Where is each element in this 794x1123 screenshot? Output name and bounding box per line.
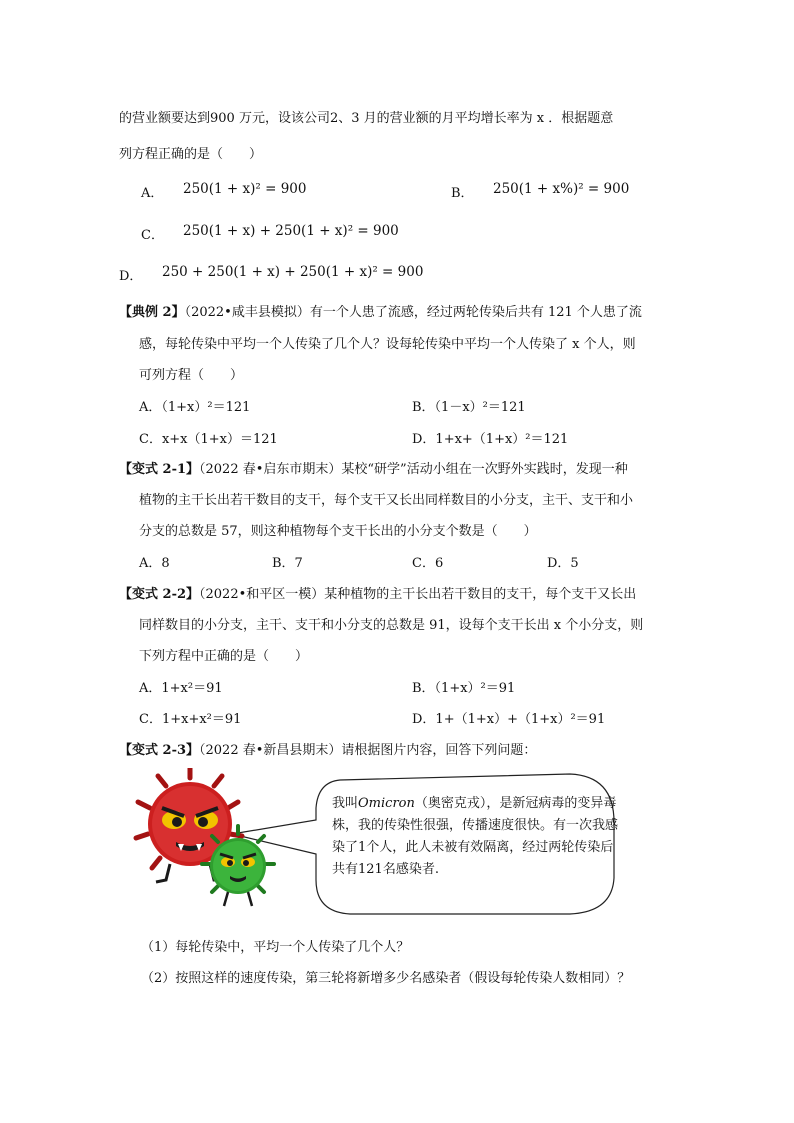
omicron-name: Omicron bbox=[358, 796, 415, 811]
example2-option-d: D．1+x+（1+x）²＝121 bbox=[412, 432, 569, 447]
variant21-option-a: A．8 bbox=[139, 556, 170, 571]
prev-option-d: 250 + 250(1 + x) + 250(1 + x)² = 900 bbox=[162, 264, 424, 280]
example2-line1: 【典例 2】（2022•咸丰县模拟）有一个人患了流感，经过两轮传染后共有 121 个人患了流 bbox=[119, 305, 642, 320]
green-virus-icon bbox=[202, 826, 274, 906]
variant22-option-c: C．1+x+x²＝91 bbox=[139, 712, 242, 727]
example2-line2: 感，每轮传染中平均一个人传染了几个人？设每轮传染中平均一个人传染了 x 个人，则 bbox=[139, 337, 636, 352]
variant21-line1: 【变式 2-1】（2022 春•启东市期末）某校“研学”活动小组在一次野外实践时，发现一种 bbox=[119, 462, 628, 477]
variant23-tag: 【变式 2-3】 bbox=[119, 743, 200, 758]
variant22-option-b: B．（1+x）²＝91 bbox=[412, 681, 516, 696]
variant22-line1: 【变式 2-2】（2022•和平区一模）某种植物的主干长出若干数目的支干，每个支干又长出 bbox=[119, 587, 637, 602]
variant22-option-d: D．1+（1+x）+（1+x）²＝91 bbox=[412, 712, 606, 727]
variant21-option-b: B．7 bbox=[272, 556, 303, 571]
prev-option-c-label: C． bbox=[141, 228, 164, 243]
variant21-line2: 植物的主干长出若干数目的支干，每个支干又长出同样数目的小分支，主干、支干和小 bbox=[139, 493, 634, 508]
prev-option-a-label: A． bbox=[141, 186, 164, 201]
example2-option-a: A．（1+x）²＝121 bbox=[139, 400, 251, 415]
speech-bubble-text: 我叫Omicron（奥密克戎），是新冠病毒的变异毒株，我的传染性很强，传播速度很快。有一次我感染了1个人，此人未被有效隔离，经过两轮传染后共有121名感染者. bbox=[332, 796, 619, 877]
variant21-line3: 分支的总数是 57，则这种植物每个支干长出的小分支个数是（ ） bbox=[139, 524, 537, 539]
variant22-tag: 【变式 2-2】 bbox=[119, 587, 200, 602]
prev-question-line2: 列方程正确的是（ ） bbox=[119, 147, 263, 162]
variant22-line3: 下列方程中正确的是（ ） bbox=[139, 649, 309, 664]
prev-option-b-label: B． bbox=[451, 186, 474, 201]
prev-option-b: 250(1 + x%)² = 900 bbox=[493, 181, 630, 197]
example2-option-b: B．（1－x）²＝121 bbox=[412, 400, 526, 415]
prev-option-a: 250(1 + x)² = 900 bbox=[183, 181, 307, 197]
variant22-line2: 同样数目的小分支，主干、支干和小分支的总数是 91，设每个支干长出 x 个小分支，则 bbox=[139, 618, 644, 633]
example2-tag: 【典例 2】 bbox=[119, 305, 185, 320]
prev-question-line1: 的营业额要达到900 万元，设该公司2、3 月的营业额的月平均增长率为 x ．根据题意 bbox=[119, 111, 614, 126]
variant21-option-d: D．5 bbox=[547, 556, 579, 571]
variant23-question1: （1）每轮传染中，平均一个人传染了几个人？ bbox=[141, 940, 410, 955]
example2-line3: 可列方程（ ） bbox=[139, 368, 244, 383]
example2-option-c: C．x+x（1+x）＝121 bbox=[139, 432, 278, 447]
prev-option-d-label: D． bbox=[119, 269, 143, 284]
variant22-option-a: A．1+x²＝91 bbox=[139, 681, 223, 696]
prev-option-c: 250(1 + x) + 250(1 + x)² = 900 bbox=[183, 223, 399, 239]
variant23-line1: 【变式 2-3】（2022 春•新昌县期末）请根据图片内容，回答下列问题： bbox=[119, 743, 537, 758]
variant21-option-c: C．6 bbox=[412, 556, 444, 571]
variant21-tag: 【变式 2-1】 bbox=[119, 462, 200, 477]
variant23-question2: （2）按照这样的速度传染，第三轮将新增多少名感染者（假设每轮传染人数相同）？ bbox=[141, 971, 631, 986]
